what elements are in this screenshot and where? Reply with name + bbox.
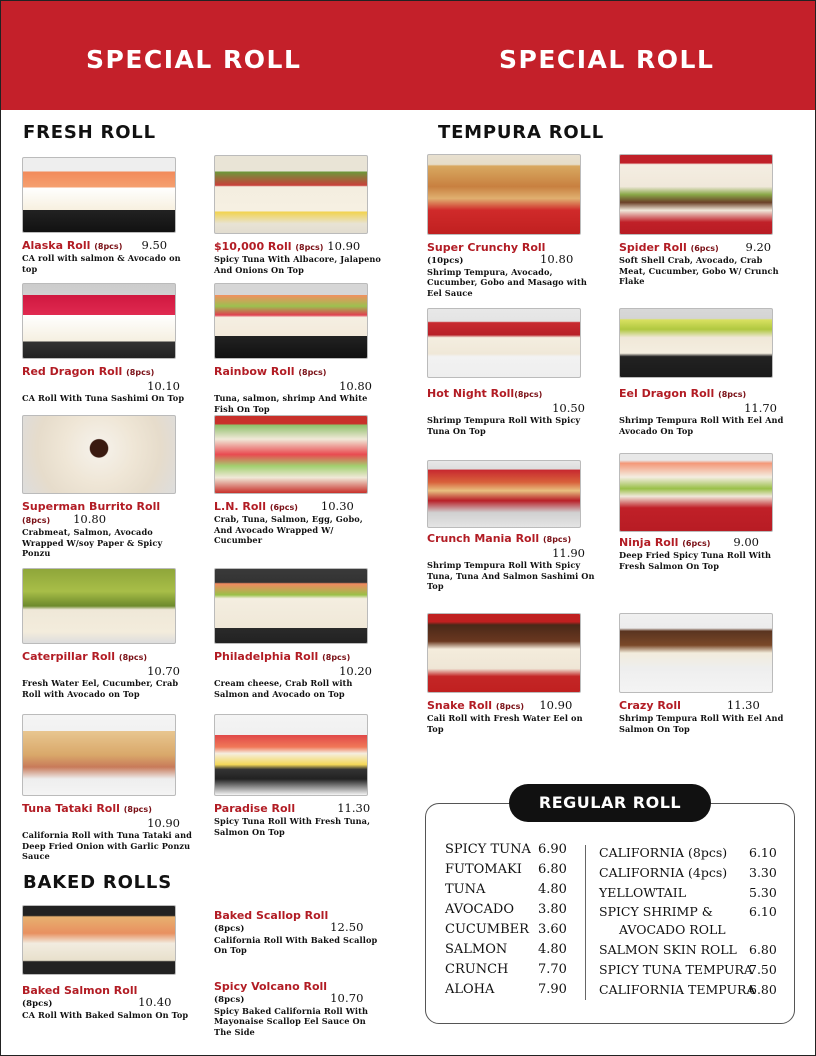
item-name: Eel Dragon Roll [619, 387, 715, 400]
item-price: 12.50 [330, 920, 364, 934]
item-name: Paradise Roll [214, 802, 296, 815]
item-description: Shrimp Tempura Roll With Eel And Salmon On Top [619, 713, 784, 734]
list-item: AVOCADO ROLL [619, 922, 726, 937]
item-description: California Roll With Baked Scallop On Top [214, 934, 378, 955]
list-item: CUCUMBER 3.60 [445, 922, 567, 937]
menu-item [22, 568, 192, 699]
list-item: SALMON SKIN ROLL 6.80 [599, 942, 777, 957]
menu-item [214, 155, 384, 275]
item-price: 10.10 [147, 379, 180, 393]
item-pieces: (8pcs) [322, 653, 351, 662]
menu-item [619, 453, 789, 571]
list-item: SPICY TUNA TEMPURA 7.50 [599, 962, 777, 977]
sushi-photo [214, 568, 368, 644]
item-description: CA Roll With Tuna Sashimi On Top [22, 393, 185, 403]
header-banner [1, 1, 815, 110]
item-description: Spicy Tuna With Albacore, Jalapeno And Onions On Top [214, 254, 381, 275]
item-description: California Roll with Tuna Tataki and Deep Fried Onion with Garlic Ponzu Sauce [22, 830, 192, 861]
sushi-photo [214, 415, 368, 494]
item-price: 10.90 [147, 816, 180, 830]
item-price: 10.70 [330, 991, 364, 1005]
item-pieces: (8pcs) [295, 243, 324, 252]
menu-item [22, 157, 192, 274]
item-name: Snake Roll [427, 699, 493, 712]
item-description: Cali Roll with Fresh Water Eel on Top [427, 713, 583, 734]
item-pieces: (6pcs) [269, 503, 298, 512]
baked-rolls-heading: BAKED ROLLS [23, 872, 172, 893]
sushi-photo [427, 460, 581, 528]
item-pieces: (8pcs) [542, 535, 572, 544]
item-price: 9.00 [733, 535, 759, 549]
item-description: Fresh Water Eel, Cucumber, Crab Roll with Avocado on Top [22, 678, 179, 699]
banner-title-right: SPECIAL ROLL [499, 45, 715, 74]
item-price: 11.30 [337, 801, 371, 815]
item-pieces: (8pcs) [214, 995, 245, 1005]
menu-item [22, 905, 192, 1020]
item-pieces: (8pcs) [126, 368, 155, 377]
item-description: Tuna, salmon, shrimp And White Fish On Top [214, 393, 368, 414]
tempura-roll-heading: TEMPURA ROLL [438, 122, 605, 143]
item-pieces: (6pcs) [682, 539, 711, 548]
item-price: 9.20 [745, 240, 772, 254]
item-name: Hot Night Roll [427, 387, 515, 400]
item-name: Crazy Roll [619, 699, 681, 712]
regular-roll-heading: REGULAR ROLL [509, 784, 711, 822]
item-name: Super Crunchy Roll [427, 241, 546, 254]
item-name: Caterpillar Roll [22, 650, 116, 663]
item-pieces: (8pcs) [514, 390, 543, 399]
item-price: 10.90 [327, 239, 361, 253]
menu-item [214, 974, 384, 1037]
item-description: Soft Shell Crab, Avocado, Crab Meat, Cucumber, Gobo W/ Crunch Flake [619, 255, 779, 286]
list-item: CALIFORNIA (4pcs) 3.30 [599, 865, 777, 880]
item-name: $10,000 Roll [214, 240, 292, 253]
item-pieces: (6pcs) [690, 244, 719, 253]
item-pieces: (8pcs) [118, 653, 148, 662]
item-description: Spicy Baked California Roll With Mayonaise Scallop Eel Sauce On The Side [214, 1005, 369, 1037]
sushi-photo [22, 568, 176, 644]
list-item: YELLOWTAIL 5.30 [599, 885, 777, 900]
item-description: CA roll with salmon & Avocado on top [22, 253, 181, 274]
list-item: ALOHA 7.90 [445, 982, 567, 997]
item-pieces: (8pcs) [214, 924, 245, 934]
item-price: 10.80 [73, 512, 107, 526]
item-pieces: (8pcs) [22, 999, 53, 1009]
list-item: CRUNCH 7.70 [445, 962, 567, 977]
item-description: Cream cheese, Crab Roll with Salmon and Avocado on Top [214, 678, 353, 699]
banner-title-left: SPECIAL ROLL [86, 45, 302, 74]
list-item: CALIFORNIA (8pcs) 6.10 [599, 845, 777, 860]
item-pieces: (8pcs) [718, 390, 747, 399]
sushi-photo [427, 613, 581, 693]
item-pieces: (8pcs) [298, 368, 327, 377]
menu-item [427, 154, 597, 298]
menu-item [22, 283, 192, 404]
sushi-photo [22, 415, 176, 494]
sushi-photo [214, 714, 368, 796]
item-description: Crab, Tuna, Salmon, Egg, Gobo, And Avocado Wrapped W/ Cucumber [214, 514, 363, 545]
sushi-photo [619, 308, 773, 378]
sushi-photo [619, 154, 773, 235]
item-description: Spicy Tuna Roll With Fresh Tuna, Salmon On Top [214, 816, 371, 837]
regular-list-right [599, 843, 784, 1000]
item-name: Red Dragon Roll [22, 365, 123, 378]
item-name: Rainbow Roll [214, 365, 295, 378]
item-price: 11.30 [726, 698, 760, 712]
menu-item [214, 415, 384, 546]
item-pieces: (10pcs) [427, 256, 464, 266]
item-price: 10.30 [320, 499, 354, 513]
sushi-photo [214, 283, 368, 359]
item-price: 11.70 [744, 401, 777, 415]
regular-list-left [445, 840, 575, 1000]
menu-item [22, 415, 192, 559]
item-name: Baked Scallop Roll [214, 909, 329, 922]
item-price: 10.20 [339, 664, 372, 678]
item-name: Spicy Volcano Roll [214, 980, 328, 993]
sushi-photo [22, 905, 176, 975]
divider [585, 845, 586, 1000]
item-name: Ninja Roll [619, 536, 679, 549]
sushi-photo [427, 154, 581, 235]
item-description: Shrimp Tempura, Avocado, Cucumber, Gobo and Masago with Eel Sauce [427, 266, 587, 298]
item-price: 10.40 [138, 995, 172, 1009]
list-item: SPICY SHRIMP & 6.10 [599, 904, 777, 919]
menu-item [427, 460, 597, 592]
item-name: Spider Roll [619, 241, 687, 254]
list-item: AVOCADO 3.80 [445, 902, 567, 917]
menu-item [619, 613, 789, 734]
menu-item [427, 613, 597, 734]
item-name: Baked Salmon Roll [22, 984, 138, 997]
item-price: 11.90 [552, 546, 585, 560]
item-name: L.N. Roll [214, 500, 266, 513]
item-description: Crabmeat, Salmon, Avocado Wrapped W/soy Paper & Spicy Ponzu [22, 527, 163, 558]
item-description: Shrimp Tempura Roll With Eel And Avocado On Top [619, 415, 784, 436]
item-pieces: (8pcs) [22, 516, 51, 525]
list-item: SPICY TUNA 6.90 [445, 842, 567, 857]
menu-item [619, 154, 789, 287]
fresh-roll-heading: FRESH ROLL [23, 122, 156, 143]
menu-item [214, 714, 384, 837]
item-name: Tuna Tataki Roll [22, 802, 120, 815]
item-price: 10.70 [147, 664, 180, 678]
list-item: TUNA 4.80 [445, 882, 567, 897]
list-item: FUTOMAKI 6.80 [445, 862, 567, 877]
item-price: 10.90 [539, 698, 573, 712]
item-price: 10.80 [339, 379, 372, 393]
sushi-photo [22, 283, 176, 359]
item-name: Alaska Roll [22, 239, 91, 252]
menu-item [619, 308, 789, 436]
item-name: Crunch Mania Roll [427, 532, 540, 545]
item-price: 10.50 [552, 401, 585, 415]
item-name: Superman Burrito Roll [22, 500, 161, 513]
sushi-photo [427, 308, 581, 378]
sushi-photo [214, 155, 368, 234]
list-item: CALIFORNIA TEMPURA 6.80 [599, 982, 777, 997]
sushi-photo [619, 613, 773, 693]
item-pieces: (8pcs) [123, 805, 152, 814]
item-description: Shrimp Tempura Roll With Spicy Tuna, Tuna And Salmon Sashimi On Top [427, 560, 595, 591]
item-pieces: (8pcs) [94, 242, 123, 251]
menu-item [214, 568, 384, 699]
item-name: Philadelphia Roll [214, 650, 319, 663]
list-item: SALMON 4.80 [445, 942, 567, 957]
item-description: CA Roll With Baked Salmon On Top [22, 1009, 189, 1020]
menu-item [427, 308, 597, 436]
item-price: 10.80 [539, 252, 574, 266]
sushi-photo [22, 714, 176, 796]
item-price: 9.50 [141, 238, 168, 252]
menu-item [214, 283, 384, 414]
item-description: Deep Fried Spicy Tuna Roll With Fresh Salmon On Top [619, 550, 772, 571]
sushi-photo [619, 453, 773, 532]
sushi-photo [22, 157, 176, 233]
menu-item [214, 903, 384, 956]
menu-item [22, 714, 192, 862]
item-pieces: (8pcs) [495, 702, 525, 711]
item-description: Shrimp Tempura Roll With Spicy Tuna On Top [427, 415, 581, 436]
